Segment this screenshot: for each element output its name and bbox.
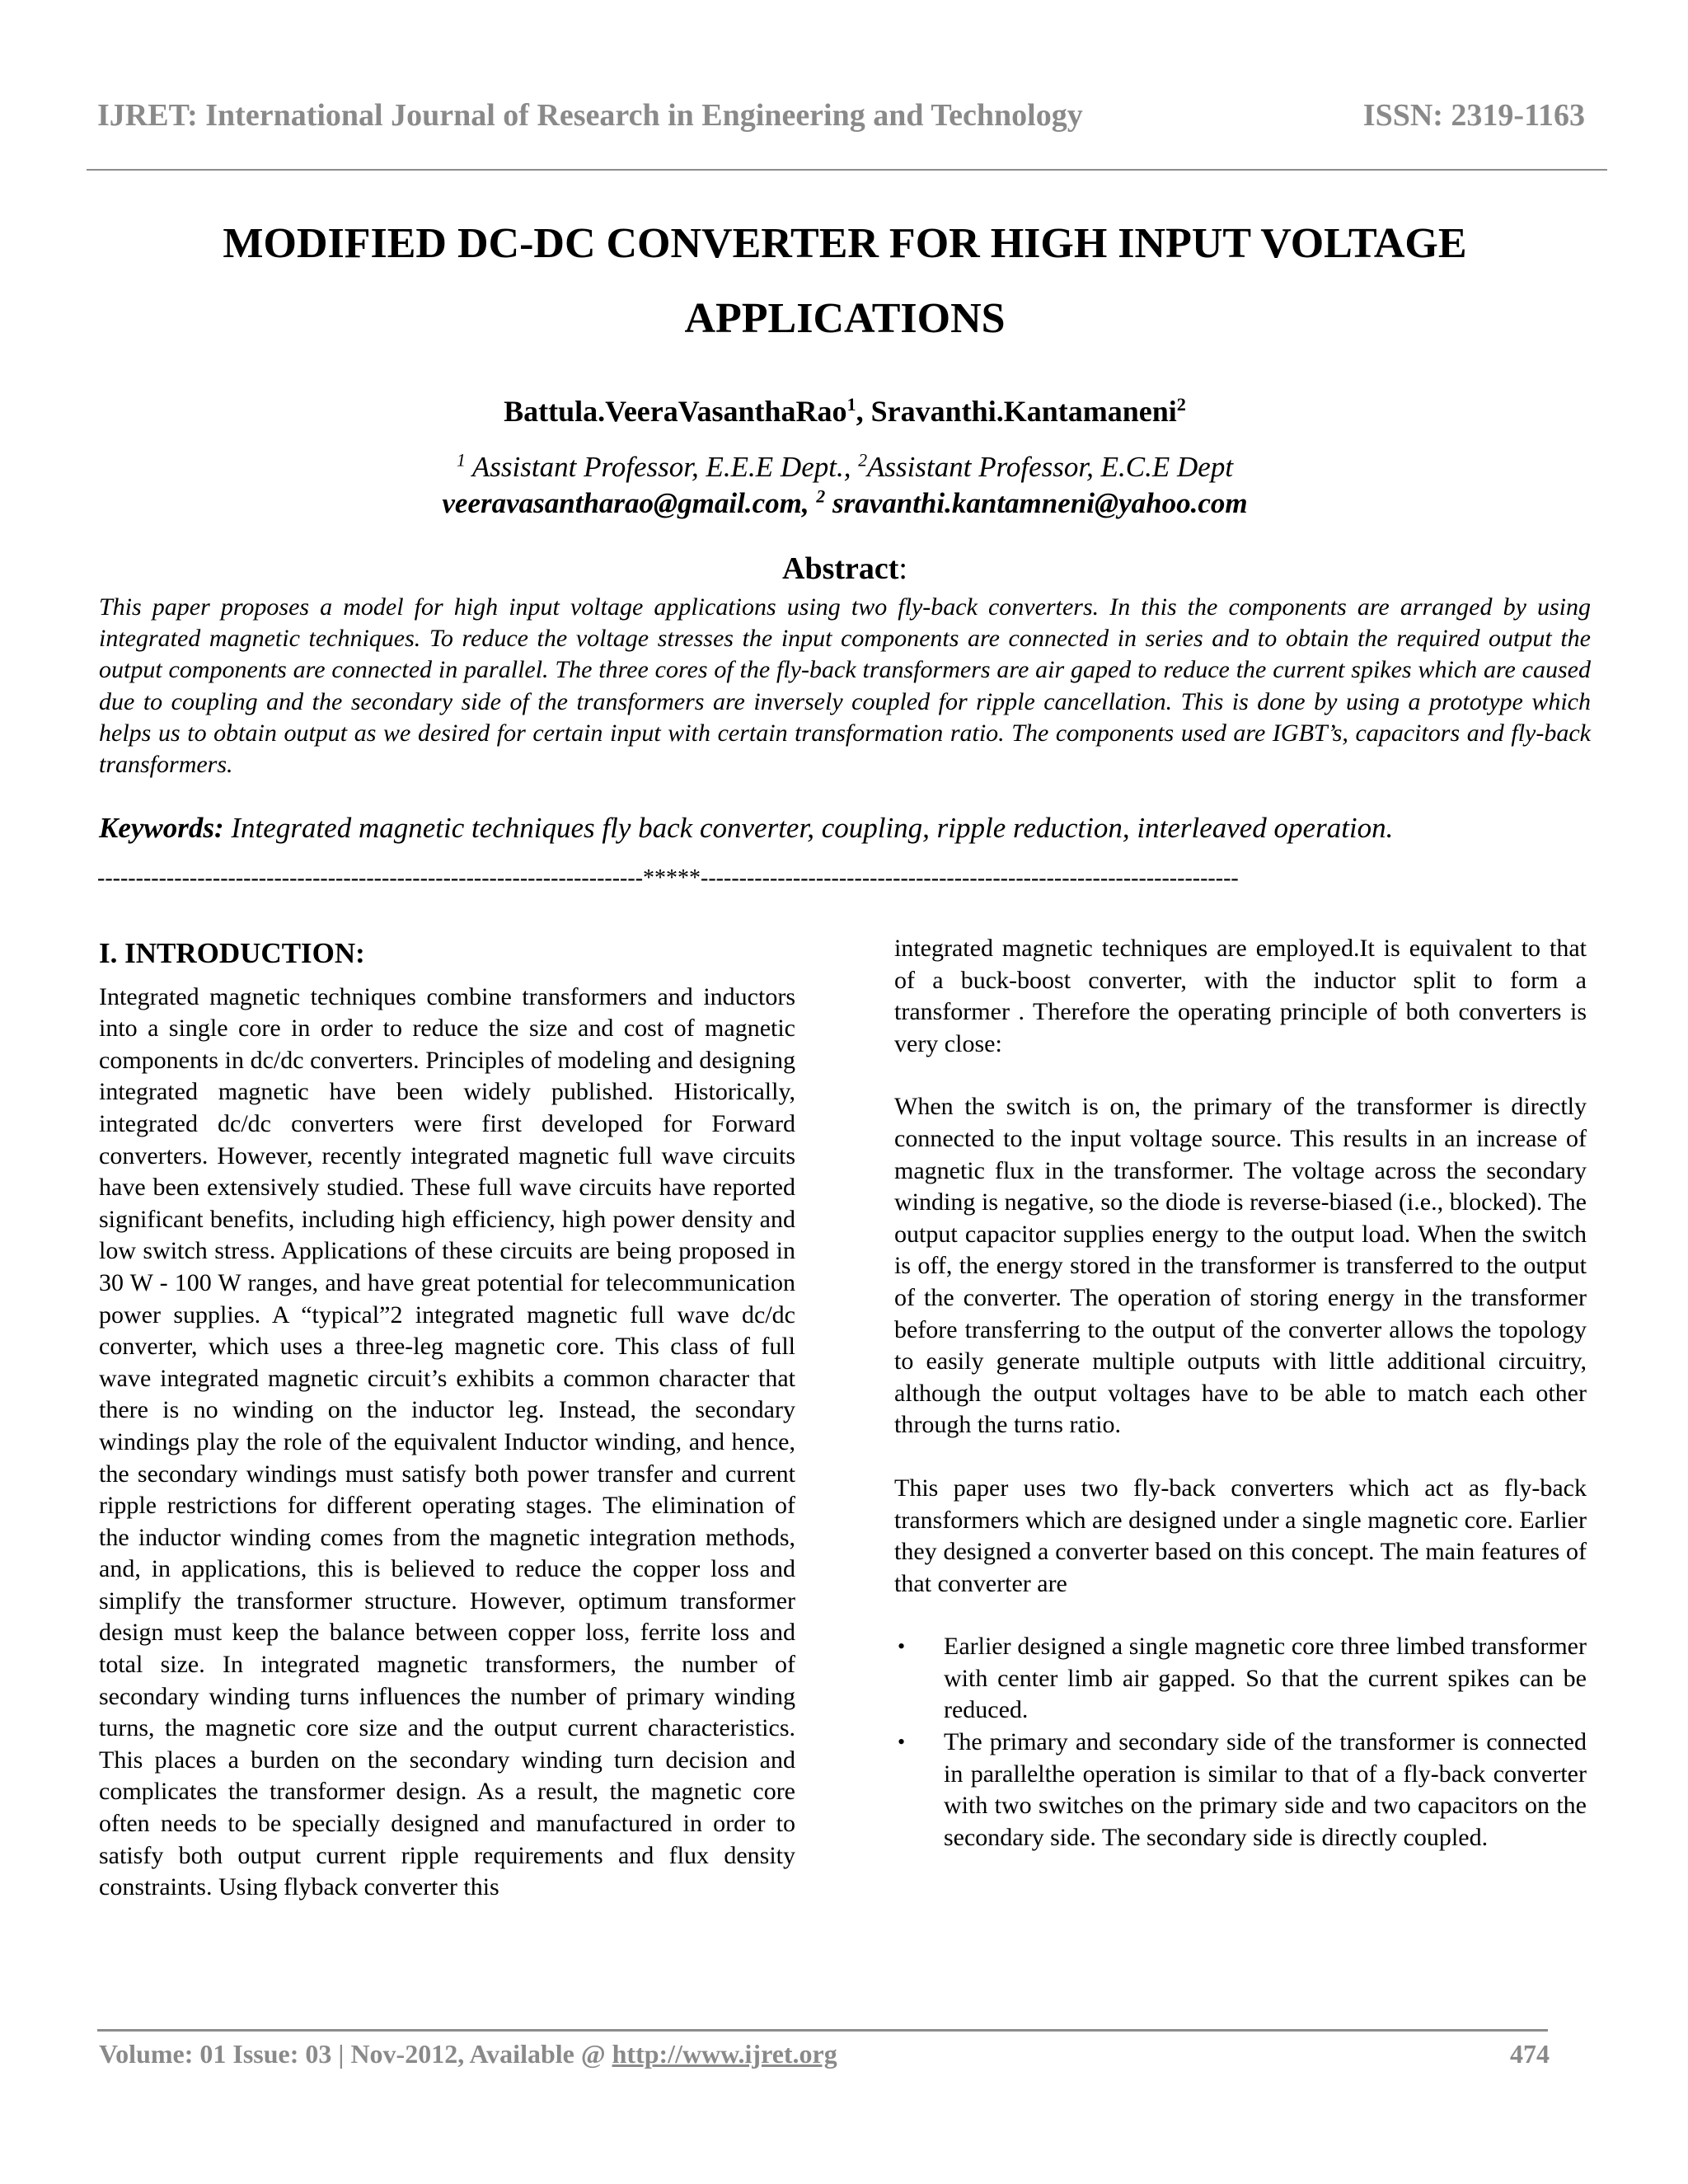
email-2[interactable]: sravanthi.kantamneni@yahoo.com [832, 487, 1248, 519]
keywords-label: Keywords: [99, 812, 224, 844]
affiliations [82, 449, 1607, 522]
abstract-colon: : [898, 551, 907, 586]
section-separator: -----------------------------------------------------------------------*****---------------------------------------------------------------------- [97, 865, 1239, 891]
list-item-text: The primary and secondary side of the transformer is connected in parallelthe operation is similar to that of a fly-back converter with two switches on the primary side and two capacitors on the secondary side. The secondary side is directly coupled. [944, 1728, 1587, 1851]
right-paragraph-1: integrated magnetic techniques are employed.It is equivalent to that of a buck-boost converter, with the inductor split to form a transformer . Therefore the operating principle of both converters is very close: [894, 935, 1587, 1057]
right-column [894, 933, 1587, 1854]
right-paragraph-3: This paper uses two fly-back converters which act as fly-back transformers which are designed under a single magnetic core. Earlier they designed a converter based on this concept. The main features of that converter are [894, 1474, 1587, 1597]
keywords-text: Integrated magnetic techniques fly back converter, coupling, ripple reduction, interleaved operation. [231, 812, 1394, 844]
journal-name: IJRET: International Journal of Research in Engineering and Technology [97, 98, 1083, 133]
left-column [99, 938, 795, 1935]
email-1[interactable]: veeravasantharao@gmail.com, [442, 487, 809, 519]
title-line-1: MODIFIED DC-DC CONVERTER FOR HIGH INPUT VOLTAGE [223, 220, 1467, 267]
abstract-heading [82, 551, 1607, 587]
author-list: Battula.VeeraVasanthaRao$^1$, Sravanthi.Kantamaneni$^2$ [504, 394, 1186, 428]
list-item [894, 1727, 1587, 1854]
affiliation-2-marker: 2 [858, 450, 868, 471]
affiliation-1-marker: 1 [456, 450, 466, 471]
list-item-text: Earlier designed a single magnetic core three limbed transformer with center limb air gapped. So that the current spikes can be reduced. [944, 1633, 1587, 1724]
running-header [97, 97, 1585, 134]
bullet-icon: • [898, 1730, 906, 1755]
introduction-heading: I. INTRODUCTION: [99, 937, 365, 969]
paper-title [82, 206, 1607, 356]
feature-list [894, 1631, 1587, 1854]
issn-label: ISSN: 2319-1163 [1362, 98, 1585, 133]
footer-divider [97, 2029, 1548, 2032]
affiliation-1: Assistant Professor, E.E.E Dept., [471, 451, 859, 483]
bullet-icon: • [898, 1634, 906, 1659]
affiliation-2: Assistant Professor, E.C.E Dept [867, 451, 1234, 483]
author-2: Sravanthi.Kantamaneni [870, 395, 1177, 428]
author-2-marker: 2 [1176, 394, 1186, 415]
header-divider [87, 169, 1607, 171]
page-number: 474 [1510, 2039, 1550, 2069]
author-1-marker: 1 [846, 394, 856, 415]
running-footer [99, 2039, 1550, 2069]
list-item [894, 1631, 1587, 1727]
affiliation-line [82, 449, 1607, 485]
journal-url-link[interactable]: http://www.ijret.org [612, 2039, 837, 2069]
email-line [82, 485, 1607, 522]
keywords [99, 812, 1591, 845]
author-1: Battula.VeeraVasanthaRao [504, 395, 847, 428]
footer-volume-info: Volume: 01 Issue: 03 | Nov-2012, Available @ [99, 2039, 612, 2069]
abstract-body: This paper proposes a model for high input voltage applications using two fly-back converters. In this the components are arranged by using integrated magnetic techniques. To reduce the voltage stresses the input components are connected in series and to obtain the required output the output components are connected in parallel. The three cores of the fly-back transformers are air gaped to reduce the current spikes which are caused due to coupling and the secondary side of the transformers are inversely coupled for ripple cancellation. This is done by using a prototype which helps us to obtain output as we desired for certain input with certain transformation ratio. The components used are IGBT’s, capacitors and fly-back transformers. [99, 593, 1591, 779]
title-line-2: APPLICATIONS [684, 295, 1006, 342]
email-2-marker: 2 [816, 486, 826, 507]
introduction-paragraph: Integrated magnetic techniques combine transformers and inductors into a single core in order to reduce the size and cost of magnetic components in dc/dc converters. Principles of modeling and designing integrated magnetic have been widely published. Historically, integrated dc/dc converters were first developed for Forward converters. However, recently integrated magnetic full wave circuits have been extensively studied. These full wave circuits have reported significant benefits, including high efficiency, high power density and low switch stress. Applications of these circuits are being proposed in 30 W - 100 W ranges, and have great potential for telecommunication power supplies. A “typical”2 integrated magnetic full wave dc/dc converter, which uses a three-leg magnetic core. This class of full wave integrated magnetic circuit’s exhibits a common character that there is no winding on the inductor leg. Instead, the secondary windings play the role of the equivalent Inductor winding, and hence, the secondary windings must satisfy both power transfer and current ripple restrictions for different operating stages. The elimination of the inductor winding comes from the magnetic integration methods, and, in applications, this is believed to reduce the copper loss and simplify the transformer structure. However, optimum transformer design must keep the balance between copper loss, ferrite loss and total size. In integrated magnetic transformers, the number of secondary winding turns influences the number of primary winding turns, the magnetic core size and the output current characteristics. This places a burden on the secondary winding turn decision and complicates the transformer design. As a result, the magnetic core often needs to be specially designed and manufactured in order to satisfy both output current ripple requirements and flux density constraints. Using flyback converter this [99, 982, 795, 1901]
abstract-heading-text: Abstract [782, 551, 899, 586]
right-paragraph-2: When the switch is on, the primary of the transformer is directly connected to the input voltage source. This results in an increase of magnetic flux in the transformer. The voltage across the secondary winding is negative, so the diode is reverse-biased (i.e., blocked). The output capacitor supplies energy to the output load. When the switch is off, the energy stored in the transformer is transferred to the output of the converter. The operation of storing energy in the transformer before transferring to the output of the converter allows the topology to easily generate multiple outputs with little additional circuitry, although the output voltages have to be able to match each other through the turns ratio. [894, 1093, 1587, 1439]
